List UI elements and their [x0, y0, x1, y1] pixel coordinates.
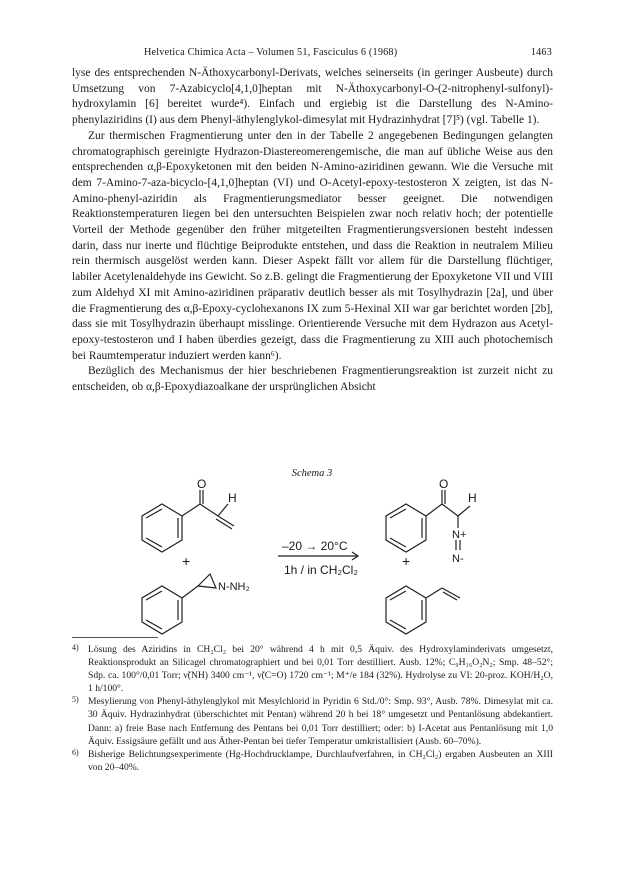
vinyl-bond — [443, 592, 457, 600]
footnote-text: Lösung des Aziridins in CH₂Cl₂ bei 20° während 4 h mit 0,5 Äquiv. des Hydroxylaminderivats umgesetzt, Reaktionsprodukt an Silicagel chromatographiert und bei 0,01 Torr destilliert. Ausb. 12%; C₉H₁₆O₂N₂; Smp. 48–52°; Sdp. ca. 100°/0,01 Torr; ν̃(NH) 3400 cm⁻¹, ν̃(C=O) 1720 cm⁻¹; M⁺/e 184 (32%). Hydrolyse zu VI: 20-proz. KOH/H₂O, 1 h/100°. — [88, 644, 553, 695]
vinyl-bond — [426, 588, 442, 598]
body-text — [72, 66, 553, 396]
footnote-mark: 6) — [72, 747, 79, 757]
reaction-scheme — [120, 478, 520, 638]
carbonyl-bond — [216, 519, 232, 529]
footnote — [72, 695, 553, 747]
footnote-mark: 5) — [72, 695, 79, 705]
benzene-ring-4 — [386, 586, 426, 634]
running-header — [72, 47, 552, 61]
footnotes — [72, 643, 553, 774]
running-title: Helvetica Chimica Acta – Volumen 51, Fasciculus 6 (1968) — [144, 47, 398, 58]
plus-sign: + — [402, 553, 411, 569]
atom-label: N+ — [452, 529, 467, 541]
benzene-ring-1 — [142, 504, 182, 552]
paragraph: Bezüglich des Mechanismus der hier beschriebenen Fragmentierungsreaktion ist zurzeit nicht zu entscheiden, ob α,β-Epoxydiazoalkane der ursprünglichen Absicht — [72, 365, 553, 394]
atom-label: N- — [452, 553, 464, 565]
benzene-ring-2 — [142, 586, 182, 634]
plus-sign: + — [182, 553, 191, 569]
paragraph: Zur thermischen Fragmentierung unter den in der Tabelle 2 angegebenen Bedingungen gelangten chromatographisch gereinigte Hydrazon-Diastereomerengemische, die man auf übliche Weise aus den entsprechenden α,β-Epoxyketonen mit den beiden N-Amino-aziridinen gewann. Wie die Versuche mit dem 7-Amino-7-aza-bicyclo-[4,1,0]heptan (VI) und O-Acetyl-epoxy-testosteron X zeigten, ist das N-Amino-phenyl-aziridin als Fragmentierungsmediator besser geeignet. Die notwendigen Reaktionstemperaturen liegen bei den untersuchten Beispielen zwar noch relativ hoch; der potentielle Vorteil der Methode gegenüber den früher mitgeteilten Fragmentierungsversionen besteht indessen darin, dass nur inerte und flüchtige Beiprodukte entstehen, und dass die Reaktion in neutralem Milieu rein thermisch ausgelöst werden kann. Dieser Aspekt fällt vor allem für die Darstellung flüchtiger, labiler Acetylenaldehyde ins Gewicht. So z.B. gelingt die Fragmentierung der Epoxyketone VII und VIII zum Aldehyd XI mit Amino-aziridinen präparativ deutlich besser als mit Tosylhydrazin [2a], und über die Fragmentierung des α,β-Epoxy-cyclohexanons IX zum 5-Hexinal XII war gar berichtet worden [2b], dass sie mit Tosylhydrazin überhaupt misslinge. Orientierende Versuche mit dem Hydrazon aus Acetyl-epoxy-testosteron und I haben überdies gezeigt, dass die Fragmentierung zu XIII auch photochemisch bei Raumtemperatur induziert werden kann⁶). — [72, 129, 553, 362]
footnote-mark: 4) — [72, 643, 79, 652]
bond — [442, 504, 458, 516]
carbonyl-bond — [218, 516, 234, 526]
atom-label: N-NH₂ — [218, 581, 250, 593]
reaction-conditions-top: –20 → 20°C — [282, 539, 348, 553]
bond — [182, 504, 200, 516]
atom-label: H — [228, 491, 237, 505]
bond — [426, 504, 442, 516]
footnote-text: Mesylierung von Phenyl-äthylenglykol mit Mesylchlorid in Pyridin 6 Std./0°: Smp. 93°, Ausb. 78%. Dimesylat mit ca. 30 Äquiv. Hydrazinhydrat (überschichtet mit Pentan) während 20 h bei 18° umgesetzt und Pentanlösung abdekantiert. Dann: a) freie Base nach Entfernung des Pentans bei 0,01 Torr destilliert; oder: b) I-Acetat aus Pentanlösung mit 1,0 Äquiv. Essigsäure gefällt und aus Äther-Pentan bei tiefer Temperatur umkristallisiert (Ausb. 60–70%). — [88, 696, 553, 747]
scheme-label: Schema 3 — [291, 468, 333, 479]
bond — [458, 506, 470, 516]
bond — [200, 504, 218, 516]
footnote — [72, 748, 553, 774]
paragraph: lyse des entsprechenden N-Äthoxycarbonyl-Derivats, welches seinerseits (in geringer Ausbeute) durch Umsetzung von 7-Azabicyclo[4,1,0]heptan mit N-Äthoxycarbonyl-O-(2-nitrophenyl-sulfonyl)-hydroxylamin [6] bereitet wurde⁴). Einfach und ergiebig ist die Darstellung des N-Amino-phenylaziridins (I) aus dem Phenyl-äthylenglykol-dimesylat mit Hydrazinhydrat [7]⁵) (vgl. Tabelle 1). — [72, 67, 553, 127]
atom-label: O — [197, 478, 207, 491]
benzene-ring-3 — [386, 504, 426, 552]
bond — [182, 586, 198, 598]
atom-label: H — [468, 491, 477, 505]
footnote — [72, 643, 553, 695]
bond — [218, 504, 228, 516]
atom-label: O — [439, 478, 449, 491]
page-number: 1463 — [530, 47, 552, 58]
aziridine-ring — [198, 574, 216, 588]
footnote-text: Bisherige Belichtungsexperimente (Hg-Hochdrucklampe, Durchlaufverfahren, in CH₂Cl₂) ergaben Ausbeuten an XIII von 20–40%. — [88, 748, 553, 773]
footnote-divider — [72, 637, 158, 638]
reaction-conditions-bottom: 1h / in CH₂Cl₂ — [284, 563, 359, 577]
